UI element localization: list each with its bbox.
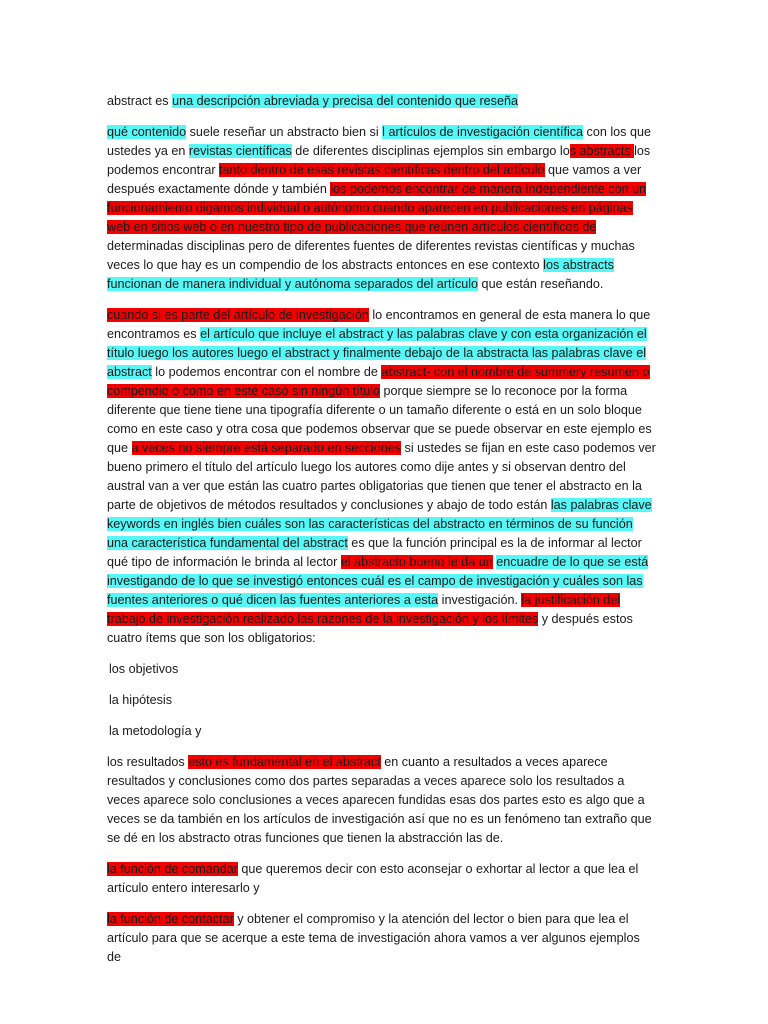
cyan-highlight-run: revistas científicas (188, 144, 292, 158)
red-highlight-run: los podemos encontrar de manera independiente con un funcionamiento digamos individual o autónomo cuando aparecen en publicaciones en páginas web en sitios web o en nuestro tipo de publicaciones que reúnen artículos científicos de (107, 182, 647, 234)
text-run: lo podemos encontrar con el nombre de (151, 365, 382, 379)
list-item: la hipótesis (109, 693, 173, 707)
text-run: lo encontramos en general de esta manera lo que encontramos es (107, 308, 651, 341)
cyan-highlight-run: el artículo que incluye el abstract y las palabras clave y con esta organización el título luego los autores luego el abstract y finalmente debajo de la abstracta las palabras clave el abstract (107, 327, 647, 379)
red-highlight-run: la justificación del trabajo de investigación realizado las razones de la investigación y los límites (107, 593, 621, 626)
cyan-highlight-run: una descripción abreviada y precisa del contenido que reseña (172, 94, 518, 108)
list-item: los objetivos (109, 662, 179, 676)
red-highlight-run: la función de comandar (107, 862, 238, 876)
text-run: que queremos decir con esto aconsejar o exhortar al lector a que lea el artículo entero interesarlo y (107, 862, 639, 895)
red-highlight-run: la función de contactar (107, 912, 234, 926)
paragraph (107, 860, 657, 898)
text-run: los resultados (107, 755, 189, 769)
text-run: y obtener el compromiso y la atención del lector o bien para que lea el artículo para que se acerque a este tema de investigación ahora vamos a ver algunos ejemplos de (107, 912, 640, 964)
text-run: porque siempre se lo reconoce por la forma diferente que tiene tiene una tipografía diferente o un tamaño diferente o está en un solo bloque como en este caso y otra cosa que podemos observar que se puede observar en este ejemplo es que (107, 384, 652, 455)
text-run: que están reseñando. (478, 277, 604, 291)
text-run: de diferentes disciplinas ejemplos sin embargo lo (291, 144, 570, 158)
text-run: si ustedes se fijan en este caso podemos ver bueno primero el título del artículo luego los autores como dije antes y si observan dentro del austral van a ver que están las cuatro partes obligatorias que tienen que tener el abstracto en la parte de objetivos de métodos resultados y conclusiones y abajo de todo están (107, 441, 656, 512)
paragraph (107, 306, 657, 648)
red-highlight-run: abstract- con el nombre de summery resumen o compendio o como en este caso sin ningún título (107, 365, 650, 398)
text-run: con los que ustedes ya en (107, 125, 651, 158)
text-run: que vamos a ver después exactamente dónde y también (107, 163, 642, 196)
text-run: suele reseñar un abstracto bien si (186, 125, 383, 139)
paragraph (107, 753, 657, 848)
text-run: abstract es (107, 94, 173, 108)
red-highlight-run: el abstracto bueno le da un (340, 555, 493, 569)
text-run: y después estos cuatro ítems que son los obligatorios: (107, 612, 633, 645)
list-item: la metodología y (109, 724, 202, 738)
cyan-highlight-run: los abstracts funcionan de manera individual y autónoma separados del artículo (107, 258, 614, 291)
cyan-highlight-run: las palabras clave keywords en inglés bien cuáles son las características del abstracto en términos de su función una característica fundamental del abstract (107, 498, 652, 550)
red-highlight-run: tanto dentro de esas revistas científicas dentro del artículo (219, 163, 545, 177)
text-run: investigación. (438, 593, 522, 607)
red-highlight-run: s abstracts (569, 144, 635, 158)
red-highlight-run: cuando si es parte del artículo de investigación (107, 308, 369, 322)
text-run: en cuanto a resultados a veces aparece resultados y conclusiones como dos partes separadas a veces aparece solo los resultados a veces aparece solo conclusiones a veces aparecen fundidas esas dos partes esto es algo que a veces se da también en los artículos de investigación así que no es un fenómeno tan extraño que se dé en los abstracto otras funciones que tienen la abstracción las de. (107, 755, 652, 845)
paragraph (107, 92, 657, 111)
document-page (107, 92, 657, 979)
paragraph (107, 910, 657, 967)
cyan-highlight-run: encuadre de lo que se está investigando de lo que se investigó entonces cuál es el campo de investigación y cuáles son las fuentes anteriores o qué dicen las fuentes anteriores a esta (107, 555, 649, 607)
cyan-highlight-run: qué contenido (107, 125, 187, 139)
text-run: los podemos encontrar (107, 144, 651, 177)
cyan-highlight-run: l artículos de investigación científica (382, 125, 584, 139)
red-highlight-run: esto es fundamental en el abstract (188, 755, 381, 769)
red-highlight-run: a veces no siempre está separado en secciones (131, 441, 402, 455)
text-run: es que la función principal es la de informar al lector qué tipo de información le brinda al lector (107, 536, 642, 569)
text-run: determinadas disciplinas pero de diferentes fuentes de diferentes revistas científicas y muchas veces lo que hay es un compendio de los abstracts entonces en ese contexto (107, 239, 635, 272)
paragraph (107, 123, 657, 294)
